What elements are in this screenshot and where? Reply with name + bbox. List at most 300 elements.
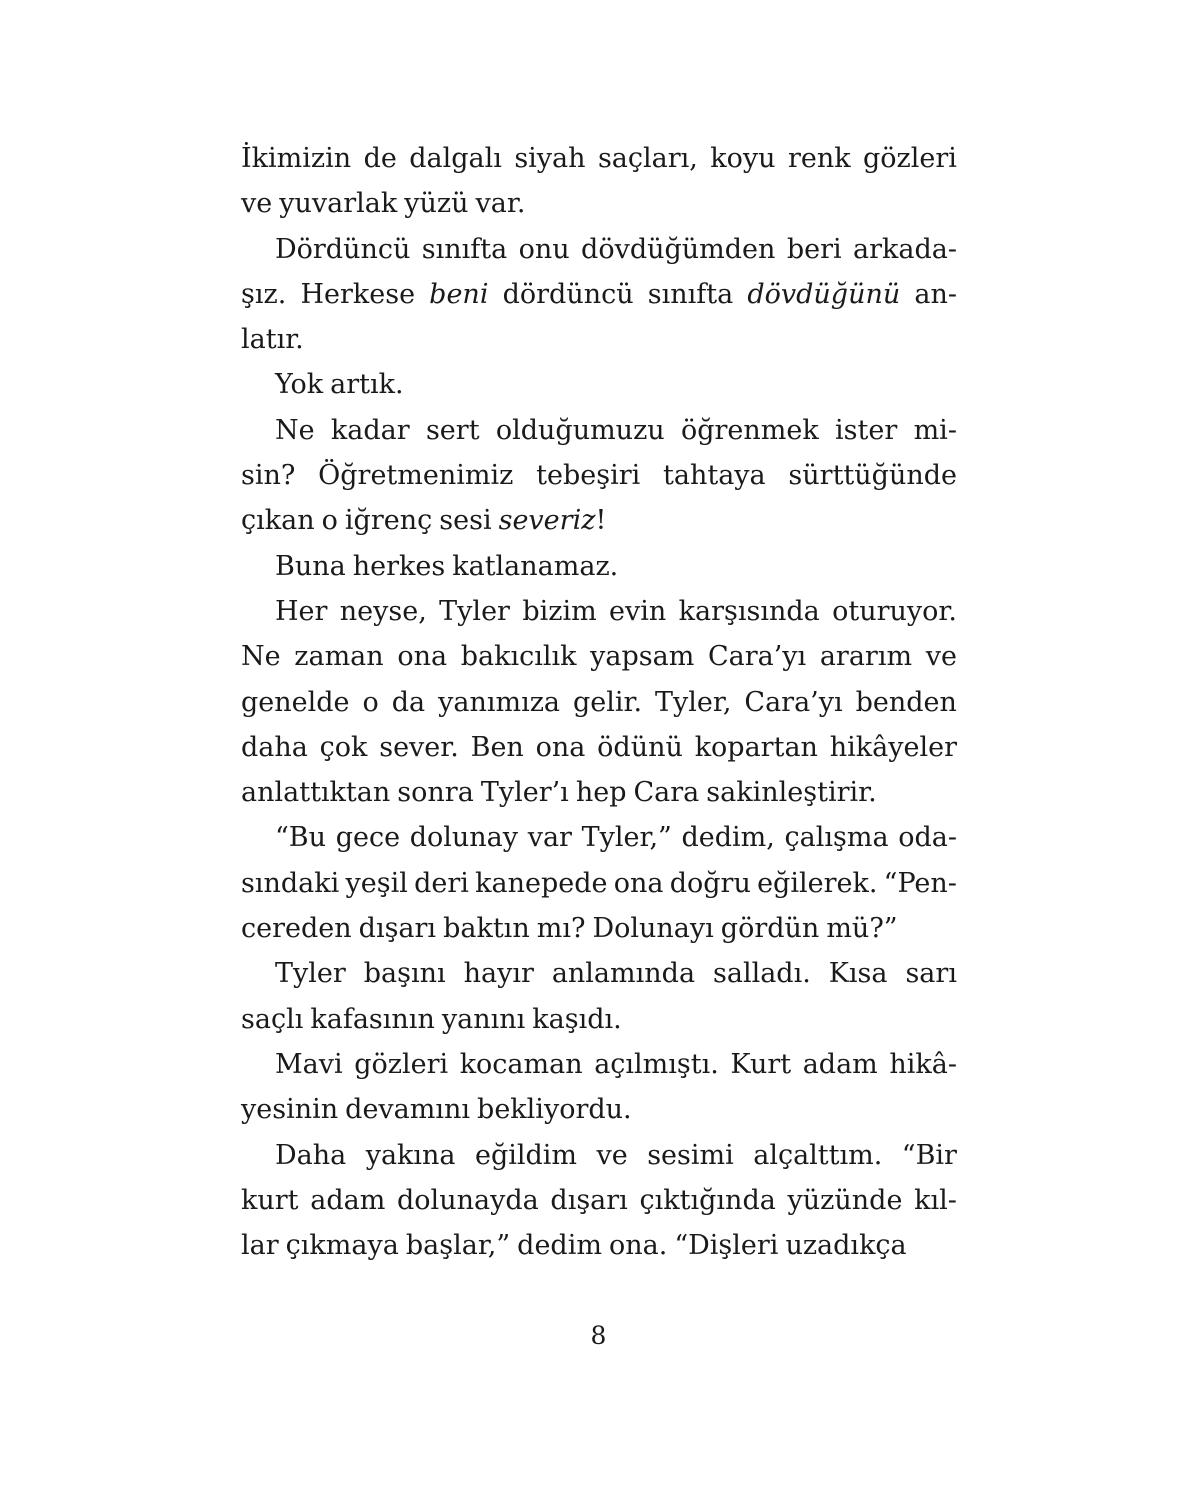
text: ona [535, 731, 586, 763]
word [609, 1223, 667, 1268]
word [241, 997, 303, 1042]
text: çıkmaya [285, 1230, 399, 1262]
text: oda- [898, 822, 957, 854]
text-line [241, 589, 957, 634]
word [426, 408, 480, 453]
word [476, 181, 526, 226]
word [322, 498, 338, 543]
text: iğrenç [344, 505, 433, 537]
word [757, 861, 877, 906]
text: sakinleştirir. [706, 777, 877, 809]
text: kadar [330, 414, 410, 446]
text: yüzü [404, 188, 469, 220]
text-line [241, 498, 957, 543]
word [310, 1178, 385, 1223]
text: Mavi [275, 1048, 343, 1080]
text-line [241, 453, 957, 498]
word [826, 906, 897, 951]
word [310, 997, 434, 1042]
italic-text: dövdüğünü [747, 278, 901, 310]
text: oturuyor. [832, 595, 957, 627]
text: doğru [669, 867, 751, 899]
word [914, 408, 957, 453]
text-line [241, 362, 957, 407]
text: bekliyordu. [477, 1094, 632, 1126]
text: Kısa [828, 958, 888, 990]
text: hikâ- [889, 1048, 957, 1080]
text-line [241, 861, 957, 906]
text: sınıfta [421, 233, 508, 265]
text: beri [786, 233, 842, 265]
text: an- [914, 278, 957, 310]
text: İkimizin [241, 143, 352, 174]
text: “Dişleri [674, 1230, 779, 1262]
word [241, 1223, 279, 1268]
word [835, 408, 897, 453]
word [241, 861, 339, 906]
word [397, 770, 474, 815]
word [318, 453, 513, 498]
word [363, 680, 379, 725]
text-line [241, 544, 957, 589]
word [471, 725, 524, 770]
word [422, 227, 507, 272]
word [609, 589, 666, 634]
text: kurt [241, 1184, 299, 1216]
word [275, 589, 327, 634]
word [532, 997, 621, 1042]
text: katlanamaz. [452, 550, 619, 582]
text: koyu [710, 143, 776, 174]
text: Tyler [439, 595, 510, 627]
word [340, 589, 427, 634]
text: yanımıza [438, 686, 561, 718]
text-line [241, 408, 957, 453]
text: tebeşiri [536, 460, 641, 492]
text: “Bir [901, 1139, 957, 1171]
text: sarı [905, 958, 957, 990]
text: Ben [470, 731, 524, 763]
word [336, 815, 400, 860]
word [537, 906, 586, 951]
word [275, 362, 323, 407]
text: artık. [330, 369, 404, 401]
text: yakına [365, 1139, 456, 1171]
word [346, 861, 408, 906]
word [439, 589, 510, 634]
word [663, 453, 766, 498]
word [300, 272, 415, 317]
word [708, 634, 806, 679]
text-line [241, 680, 957, 725]
text: dolunay [409, 822, 519, 854]
word [443, 906, 530, 951]
word [830, 725, 957, 770]
text: ona. [608, 1230, 668, 1262]
word [679, 589, 820, 634]
word [681, 408, 819, 453]
text: ve [596, 1139, 628, 1171]
text: zaman [294, 641, 384, 673]
word [364, 951, 446, 996]
word [787, 227, 842, 272]
word [592, 906, 713, 951]
text: o [362, 686, 379, 718]
word [803, 1042, 878, 1087]
text: kaşıdı. [532, 1003, 622, 1035]
word [926, 634, 957, 679]
word [477, 1087, 632, 1132]
word [829, 951, 888, 996]
word [820, 634, 912, 679]
word [241, 906, 352, 951]
text: ödünü [597, 731, 683, 763]
word [241, 317, 304, 362]
text: Tyler, [655, 686, 732, 718]
word [345, 498, 432, 543]
text: ! [595, 505, 607, 537]
text-line [241, 906, 957, 951]
text: dedim, [681, 822, 775, 854]
text: ona [397, 641, 448, 673]
word [366, 1133, 456, 1178]
text: sınıfta [647, 278, 734, 310]
text: Ne [275, 414, 315, 446]
word [856, 680, 957, 725]
word [889, 1042, 957, 1087]
book-page-text [241, 136, 957, 1268]
word [286, 1223, 399, 1268]
text: gördün [720, 913, 820, 945]
word [475, 861, 607, 906]
text: dalgalı [409, 143, 502, 174]
word [634, 770, 700, 815]
text: onu [518, 233, 570, 265]
word [294, 634, 383, 679]
word [330, 362, 403, 407]
text-line [241, 770, 957, 815]
word [364, 136, 397, 181]
text: olduğumuzu [495, 414, 665, 446]
text: sındaki [241, 867, 340, 899]
text: Öğretmenimiz [318, 460, 514, 492]
word [353, 544, 445, 589]
text: hikâyeler [829, 731, 957, 763]
text-line [241, 136, 957, 181]
word [730, 1042, 791, 1087]
word [788, 453, 957, 498]
text: açılmıştı. [594, 1048, 719, 1080]
word [576, 770, 627, 815]
word [452, 544, 618, 589]
text: cereden [241, 913, 352, 945]
text: Yok [275, 369, 324, 401]
word [640, 1178, 776, 1223]
text: Her [275, 595, 328, 627]
word [241, 181, 272, 226]
text: renk [787, 143, 851, 174]
text: ve [241, 188, 273, 220]
word [359, 906, 436, 951]
text: anlattıktan [241, 777, 391, 809]
text-line [241, 272, 957, 317]
text: ister [835, 414, 898, 446]
text: Cara’yı [707, 641, 807, 673]
text: dolunayda [397, 1184, 539, 1216]
word [832, 589, 957, 634]
word [439, 498, 491, 543]
word [514, 136, 585, 181]
word [241, 1087, 338, 1132]
text: arkada- [853, 233, 957, 265]
word [379, 725, 459, 770]
text: sever. [379, 731, 459, 763]
text: Herkese [300, 278, 416, 310]
text-line [241, 634, 957, 679]
text: anlamında [551, 958, 696, 990]
text: şız. [241, 278, 287, 310]
word [279, 181, 397, 226]
word [241, 1178, 299, 1223]
text: eğildim [474, 1139, 578, 1171]
text: ve [925, 641, 957, 673]
word [914, 272, 957, 317]
text: gözleri [863, 143, 957, 174]
text: Buna [275, 550, 346, 582]
word [275, 1133, 346, 1178]
text: çalışma [784, 822, 889, 854]
word [853, 227, 957, 272]
word [747, 272, 900, 317]
text: neyse, [339, 595, 427, 627]
text: genelde [241, 686, 350, 718]
word [496, 408, 665, 453]
word [464, 951, 534, 996]
text: çıkan [241, 505, 315, 537]
text: alçalttım. [753, 1139, 883, 1171]
text: ona [613, 867, 664, 899]
word [528, 815, 572, 860]
text: hep [575, 777, 627, 809]
word [460, 1042, 583, 1087]
text-line [241, 725, 957, 770]
italic-text: severiz [498, 505, 596, 537]
text: mü?” [826, 913, 898, 945]
text: başlar,” [405, 1230, 511, 1262]
text: dördüncü [502, 278, 634, 310]
word [397, 634, 447, 679]
word [392, 680, 425, 725]
word [354, 1042, 448, 1087]
word [785, 1223, 906, 1268]
word [753, 1133, 882, 1178]
text: çok [319, 731, 368, 763]
text: benden [855, 686, 957, 718]
word [438, 680, 560, 725]
text: Ne [241, 641, 281, 673]
text: sesimi [647, 1139, 734, 1171]
text: dedim [517, 1230, 602, 1262]
word [517, 1223, 602, 1268]
text: devamını [345, 1094, 471, 1126]
text: tahtaya [663, 460, 766, 492]
text: yüzünde [787, 1184, 903, 1216]
word [331, 408, 410, 453]
text: “Pen- [883, 867, 957, 899]
text: sert [425, 414, 480, 446]
word [863, 136, 957, 181]
text: lar [241, 1230, 279, 1262]
text-line [241, 317, 957, 362]
word [409, 136, 502, 181]
word [429, 272, 488, 317]
word [519, 227, 570, 272]
word [499, 498, 607, 543]
word [594, 1042, 719, 1087]
text: mı? [536, 913, 586, 945]
word [241, 725, 308, 770]
text: de [363, 143, 397, 174]
text: sesi [439, 505, 492, 537]
text: latır. [241, 324, 304, 356]
text: eğilerek. [757, 867, 878, 899]
word [522, 589, 596, 634]
word [713, 951, 811, 996]
italic-text: beni [429, 278, 489, 310]
text: karşısında [678, 595, 820, 627]
word [461, 634, 577, 679]
text: baktın [443, 913, 530, 945]
word [320, 725, 368, 770]
word [905, 951, 957, 996]
text: evin [609, 595, 667, 627]
text: saçlı [241, 1003, 304, 1035]
text: herkes [352, 550, 446, 582]
text: sonra [397, 777, 474, 809]
text: daha [241, 731, 308, 763]
text: yuvarlak [279, 188, 398, 220]
word [710, 136, 775, 181]
word [275, 408, 315, 453]
word [275, 227, 410, 272]
word [241, 634, 281, 679]
word [598, 136, 698, 181]
text: mi- [913, 414, 957, 446]
word [241, 136, 351, 181]
text: kanepede [475, 867, 608, 899]
text: kocaman [459, 1048, 583, 1080]
text: salladı. [712, 958, 811, 990]
text: kıl- [914, 1184, 957, 1216]
page-number: 8 [590, 1321, 607, 1350]
text: Daha [275, 1139, 347, 1171]
word [721, 906, 820, 951]
word [573, 680, 642, 725]
word [670, 861, 751, 906]
word [902, 1133, 957, 1178]
text-line [241, 1042, 957, 1087]
text: yapsam [590, 641, 695, 673]
text: deri [414, 867, 469, 899]
text: sürttüğünde [788, 460, 957, 492]
text: var [527, 822, 572, 854]
text-line [241, 997, 957, 1042]
text-line [241, 1087, 957, 1132]
text: Cara [633, 777, 700, 809]
word [536, 453, 640, 498]
text-line [241, 227, 957, 272]
word [674, 1223, 778, 1268]
word [241, 272, 286, 317]
text: siyah [514, 143, 586, 174]
word [648, 272, 733, 317]
word [597, 725, 683, 770]
word [241, 453, 295, 498]
text: yeşil [345, 867, 408, 899]
word [275, 815, 326, 860]
text: dışarı [550, 1184, 628, 1216]
word [275, 1042, 343, 1087]
word [406, 1223, 510, 1268]
text: yanını [441, 1003, 526, 1035]
text: adam [802, 1048, 878, 1080]
text: kafasının [310, 1003, 435, 1035]
text-line [241, 951, 957, 996]
text: Tyler,” [581, 822, 672, 854]
word [695, 725, 818, 770]
word [785, 815, 889, 860]
word [744, 680, 842, 725]
text: gözleri [354, 1048, 449, 1080]
text: dövdüğümden [581, 233, 776, 265]
text: sin? [241, 460, 296, 492]
word [397, 1178, 539, 1223]
text-line [241, 1223, 957, 1268]
text: Tyler’ı [480, 777, 569, 809]
word [788, 136, 851, 181]
text: var. [475, 188, 526, 220]
word [475, 1133, 577, 1178]
text: saçları, [597, 143, 698, 174]
text: uzadıkça [785, 1230, 907, 1262]
word [898, 815, 957, 860]
word [241, 680, 350, 725]
word [241, 498, 315, 543]
text: çıktığında [639, 1184, 776, 1216]
text: gelir. [573, 686, 643, 718]
word [404, 181, 468, 226]
text: ararım [819, 641, 913, 673]
text: gece [335, 822, 401, 854]
word [503, 272, 634, 317]
word [788, 1178, 903, 1223]
text: adam [310, 1184, 386, 1216]
text: bizim [522, 595, 597, 627]
text: “Bu [275, 822, 327, 854]
text: bakıcılık [460, 641, 577, 673]
text: kopartan [694, 731, 818, 763]
word [275, 951, 346, 996]
word [581, 227, 775, 272]
word [590, 634, 694, 679]
text-line [241, 181, 957, 226]
text: Dördüncü [275, 233, 411, 265]
word [410, 815, 518, 860]
text: Cara’yı [744, 686, 843, 718]
text: Tyler [275, 958, 346, 990]
word [614, 861, 664, 906]
text: dışarı [358, 913, 437, 945]
